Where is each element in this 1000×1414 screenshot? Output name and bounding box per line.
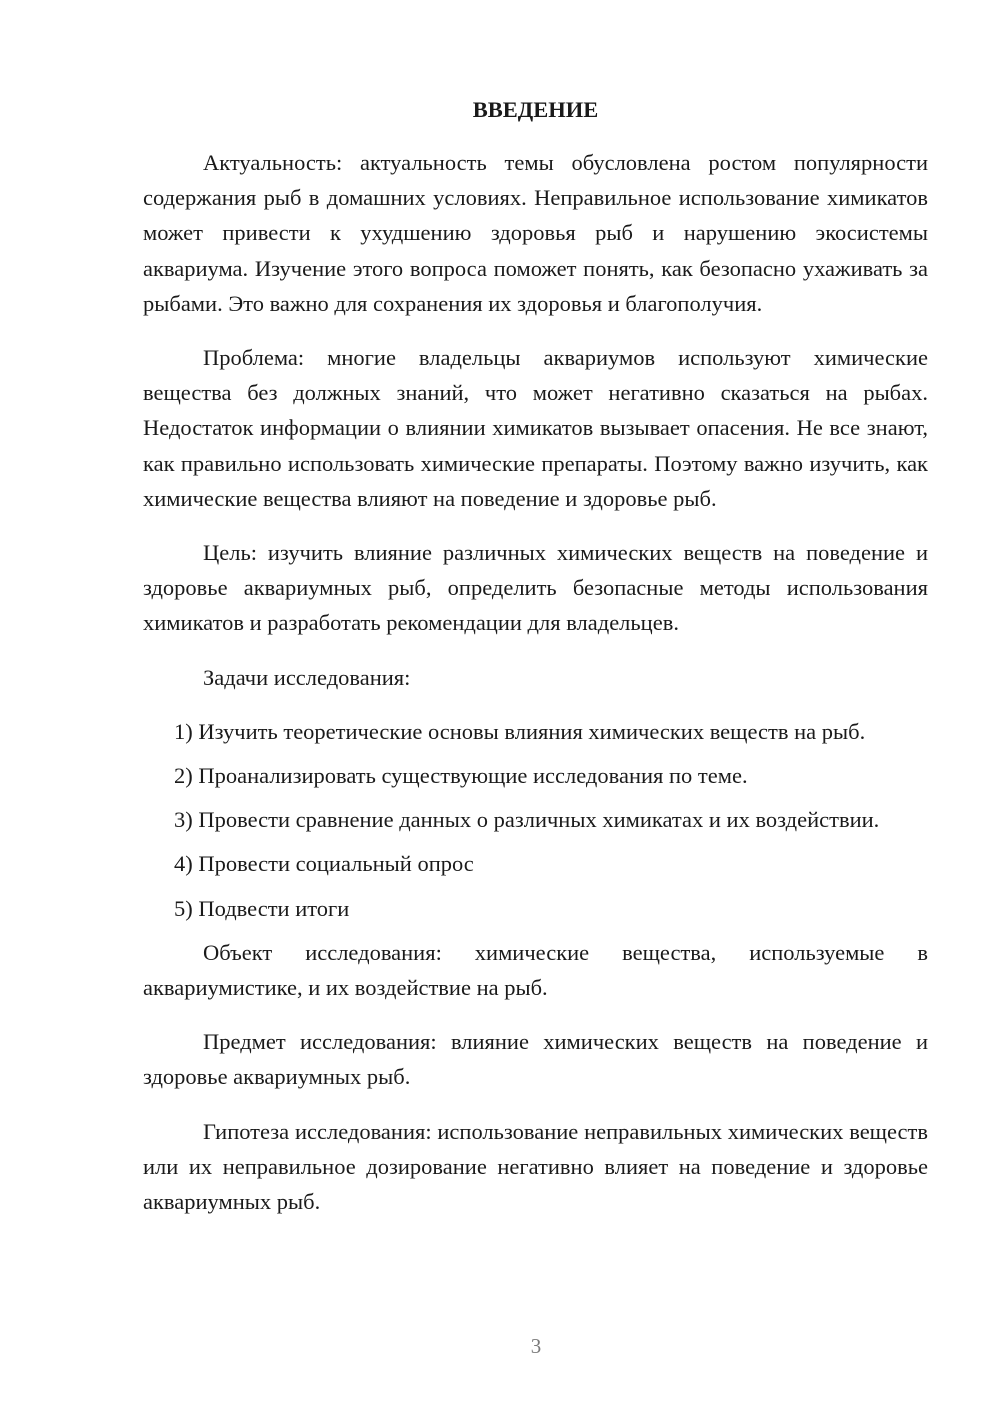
tasks-title: Задачи исследования: xyxy=(203,664,411,690)
task-item: 3) Провести сравнение данных о различных химикатах и их воздействии. xyxy=(174,807,880,833)
paragraph-hypothesis: Гипотеза исследования: использование неправильных химических веществ или их неправильное дозирование негативно влияет на поведение и здоровье аквариумных рыб. xyxy=(143,1118,928,1215)
paragraph-goal: Цель: изучить влияние различных химических веществ на поведение и здоровье аквариумных рыб, определить безопасные методы использования химикатов и разработать рекомендации для владельцев. xyxy=(143,540,928,636)
paragraph-subject: Предмет исследования: влияние химических веществ на поведение и здоровье аквариумных рыб. xyxy=(143,1029,928,1090)
paragraph-problem: Проблема: многие владельцы аквариумов используют химические вещества без должных знаний, что может негативно сказаться на рыбах. Недостаток информации о влиянии химикатов вызывает опасения. Не все знают, как правильно использовать химические препараты. Поэтому важно изучить, как химические вещества влияют на поведение и здоровье рыб. xyxy=(143,345,928,511)
task-item: 1) Изучить теоретические основы влияния химических веществ на рыб. xyxy=(174,718,866,744)
paragraph-relevance: Актуальность: актуальность темы обусловлена ростом популярности содержания рыб в домашних условиях. Неправильное использование химикатов может привести к ухудшению здоровья рыб и нарушению экосистемы аквариума. Изучение этого вопроса поможет понять, как безопасно ухаживать за рыбами. Это важно для сохранения их здоровья и благополучия. xyxy=(143,150,928,316)
task-item: 2) Проанализировать существующие исследования по теме. xyxy=(174,763,748,789)
task-item: 4) Провести социальный опрос xyxy=(174,851,474,877)
section-heading: ВВЕДЕНИЕ xyxy=(472,97,599,122)
page-content xyxy=(143,92,928,1238)
task-item: 5) Подвести итоги xyxy=(174,895,350,921)
page-number: 3 xyxy=(530,1334,542,1358)
tasks-list xyxy=(143,714,928,926)
paragraph-object: Объект исследования: химические вещества, используемые в аквариумистике, и их воздействие на рыб. xyxy=(143,939,928,1001)
